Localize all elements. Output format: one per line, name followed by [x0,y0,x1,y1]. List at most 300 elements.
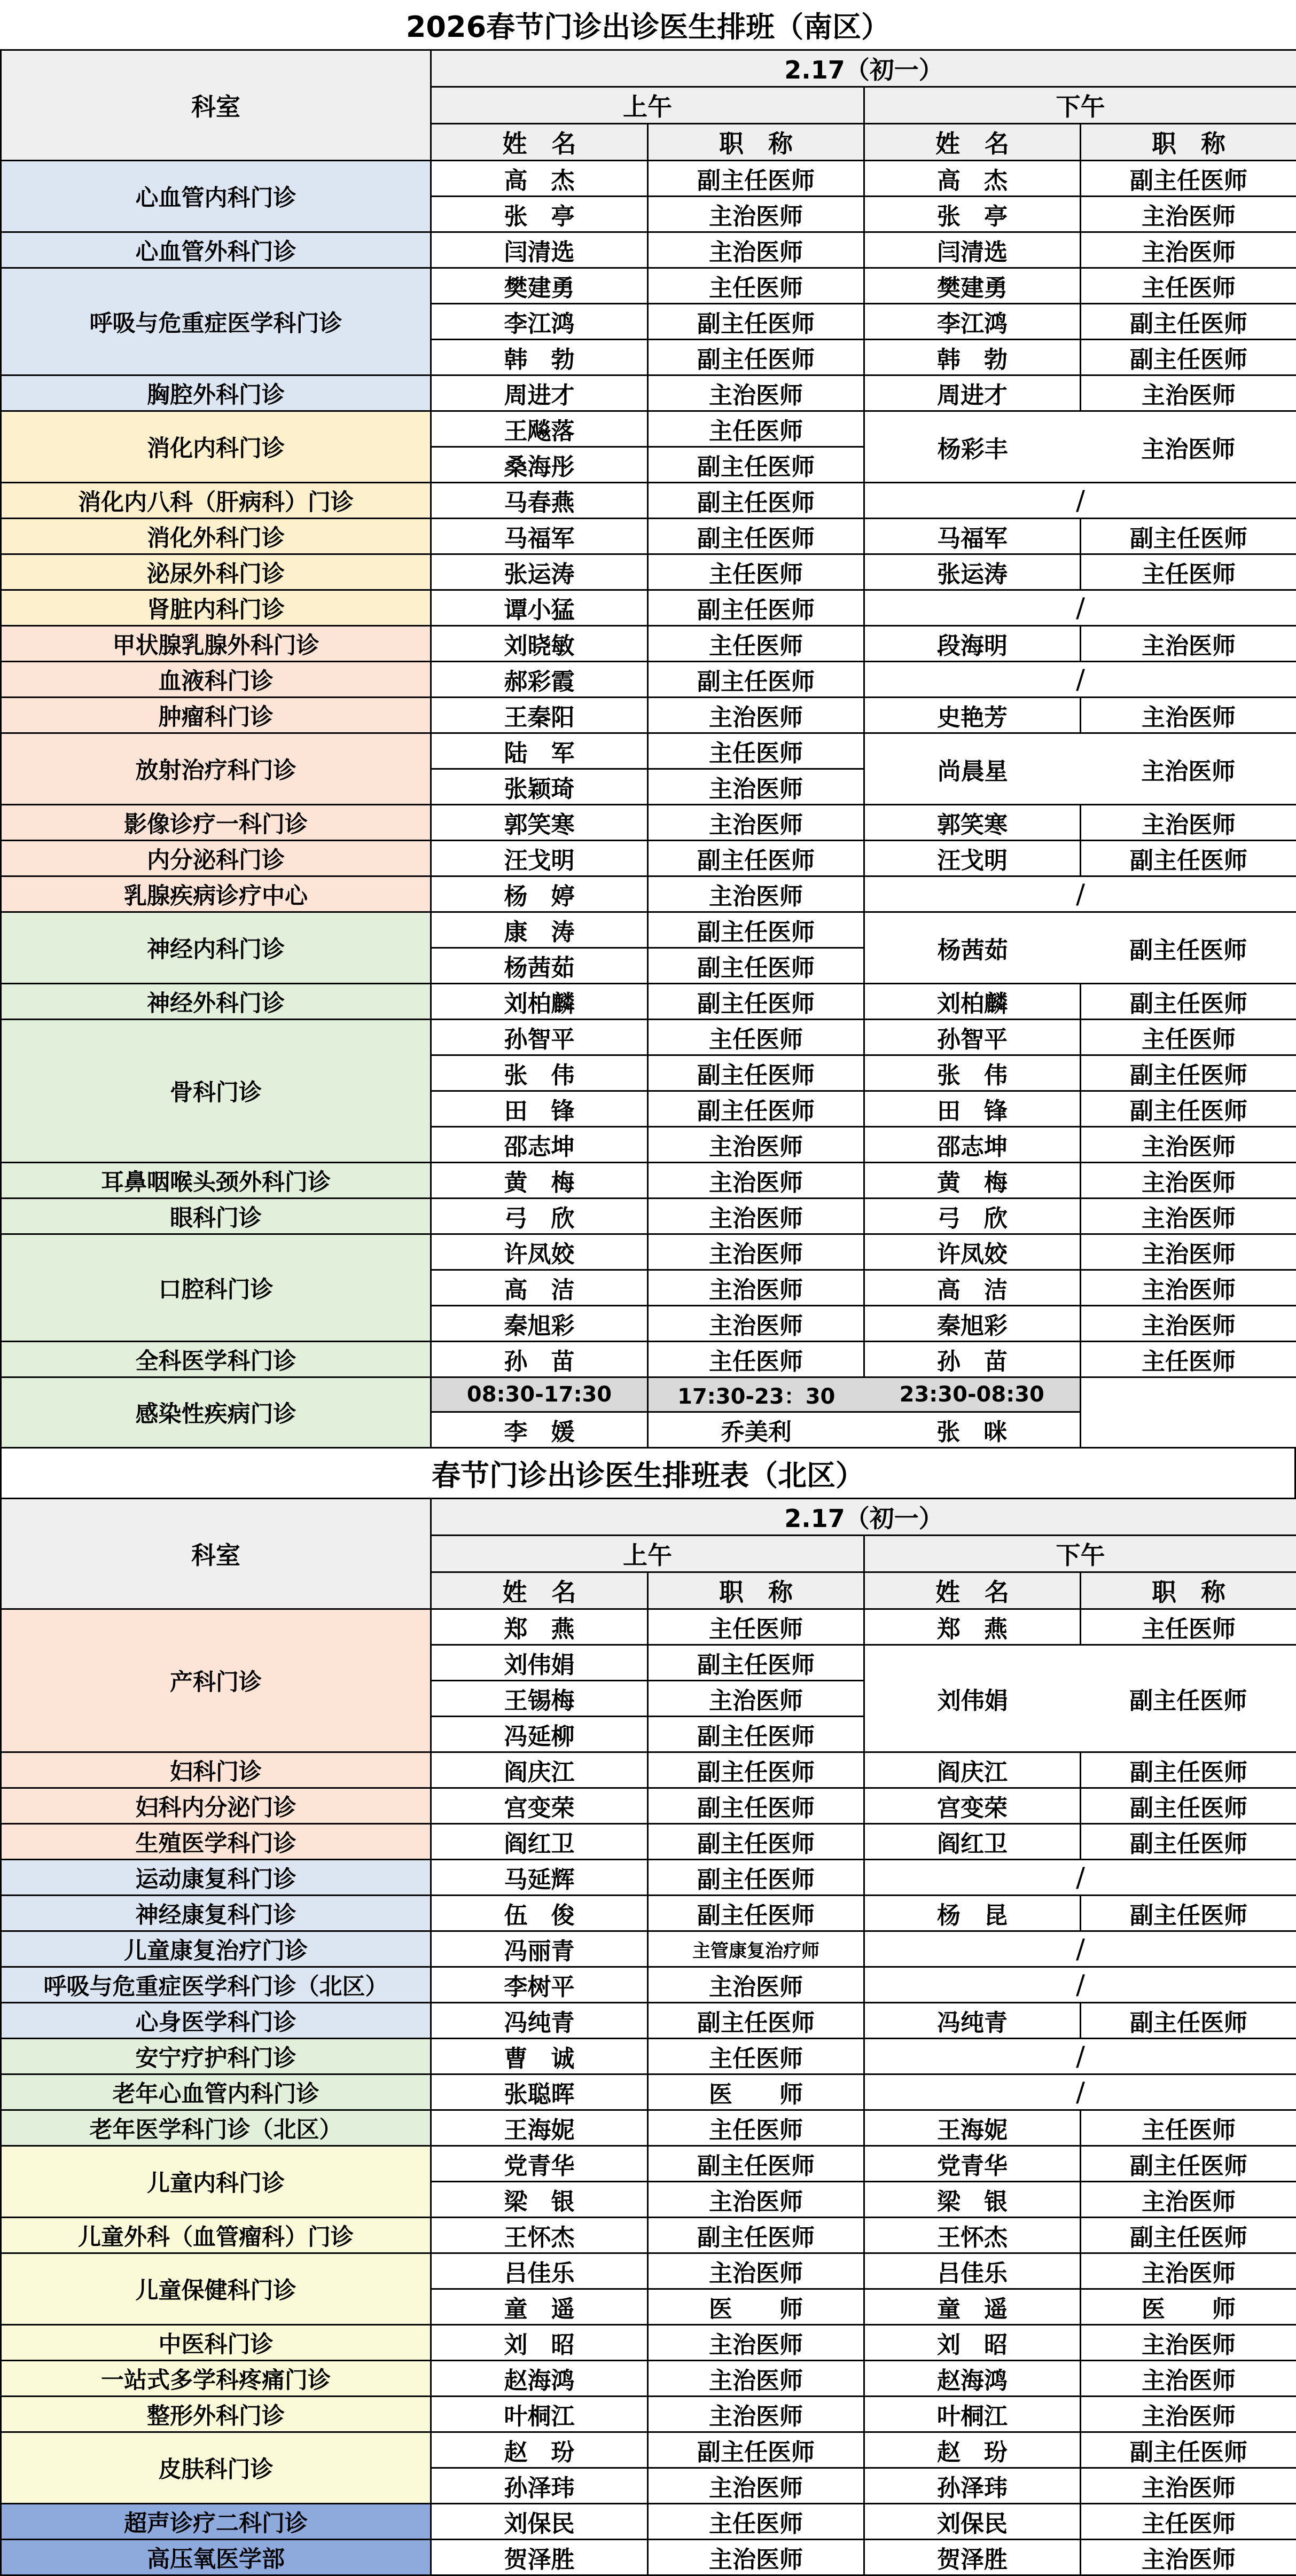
rank-cell: 主任医师 [648,1020,864,1055]
doctor-name-cell: 韩 勃 [864,340,1081,375]
dept-cell: 妇科门诊 [1,1752,431,1788]
pm-merged-cell [864,733,1296,805]
date-header: 2.17（初一） [431,1499,1296,1536]
dept-cell: 神经内科门诊 [1,912,431,984]
doctor-name-cell: 郑 燕 [864,1609,1081,1645]
doctor-name-cell: 史艳芳 [864,698,1081,733]
south-schedule-table [0,49,1296,1448]
doctor-name-cell: 冯纯青 [431,2003,648,2039]
rank-cell: 主治医师 [648,375,864,411]
rank-cell: 主治医师 [1081,626,1296,662]
doctor-name-cell: 黄 梅 [864,1163,1081,1199]
slash-cell: / [864,1967,1296,2003]
doctor-name-cell: 杨茜茹 [431,948,648,984]
rank-cell: 主治医师 [648,805,864,841]
rank-cell: 主任医师 [1081,1342,1296,1377]
rank-cell: 副主任医师 [1081,1896,1296,1931]
rank-cell: 主任医师 [648,1342,864,1377]
doctor-name-cell: 张颖琦 [431,769,648,805]
doctor-name-cell: 康 涛 [431,912,648,948]
dept-cell: 儿童保健科门诊 [1,2253,431,2325]
rank-cell: 主治医师 [648,2540,864,2575]
rank-cell: 主治医师 [1081,197,1296,232]
rank-cell: 主治医师 [648,2253,864,2289]
doctor-name-cell: 阎红卫 [864,1824,1081,1860]
rank-cell: 副主任医师 [1081,984,1296,1020]
doctor-name-cell: 孙智平 [431,1020,648,1055]
rank-cell: 副主任医师 [1081,304,1296,340]
dept-cell: 神经康复科门诊 [1,1896,431,1931]
doctor-name-cell: 张运涛 [864,554,1081,590]
rank-cell: 副主任医师 [1081,1824,1296,1860]
doctor-name-cell: 张聪晖 [431,2074,648,2110]
rank-cell: 主治医师 [1081,1163,1296,1199]
doctor-name-cell: 赵 玢 [431,2432,648,2468]
rank-cell: 主治医师 [1081,2253,1296,2289]
doctor-name-cell: 梁 银 [864,2182,1081,2218]
rank-cell: 主任医师 [648,268,864,304]
doctor-name-cell: 宫变荣 [431,1788,648,1824]
rank-cell: 副主任医师 [648,662,864,698]
dept-cell: 口腔科门诊 [1,1234,431,1342]
doctor-name-cell: 孙泽玮 [431,2468,648,2504]
dept-cell: 心血管内科门诊 [1,161,431,232]
doctor-name-cell: 段海明 [864,626,1081,662]
rank-label: 主治医师 [1081,752,1296,786]
doctor-name-cell: 党青华 [431,2146,648,2182]
slash-cell: / [864,2039,1296,2074]
rank-cell: 主治医师 [1081,2397,1296,2432]
dept-cell: 影像诊疗一科门诊 [1,805,431,841]
pm-header: 下午 [864,1536,1296,1572]
doctor-name-cell: 张 亭 [431,197,648,232]
rank-cell: 主治医师 [1081,2468,1296,2504]
doctor-name-cell: 刘保民 [864,2504,1081,2540]
dept-cell: 皮肤科门诊 [1,2432,431,2504]
doctor-name-cell: 高 洁 [431,1270,648,1306]
doctor-name-cell: 张 咪 [864,1412,1081,1448]
doctor-name-cell: 马延辉 [431,1860,648,1896]
am-name-header: 姓 名 [431,124,648,161]
doctor-name-cell: 冯纯青 [864,2003,1081,2039]
rank-cell: 主治医师 [648,232,864,268]
doctor-name-cell: 马福军 [864,519,1081,554]
doctor-name-cell: 吕佳乐 [431,2253,648,2289]
doctor-name-cell: 孙 苗 [431,1342,648,1377]
rank-cell: 副主任医师 [1081,841,1296,876]
rank-label: 副主任医师 [1081,931,1296,965]
doctor-name-cell: 高 杰 [864,161,1081,197]
rank-cell: 主任医师 [648,2504,864,2540]
rank-cell: 主治医师 [1081,2361,1296,2397]
doctor-name-cell: 伍 俊 [431,1896,648,1931]
doctor-name-cell: 汪戈明 [431,841,648,876]
doctor-name-cell: 秦旭彩 [864,1306,1081,1342]
dept-column-header: 科室 [1,50,431,161]
doctor-name-cell: 桑海彤 [431,447,648,483]
rank-cell: 副主任医师 [648,1055,864,1091]
dept-cell: 肿瘤科门诊 [1,698,431,733]
doctor-name-cell: 张 伟 [864,1055,1081,1091]
doctor-name-cell: 王怀杰 [864,2218,1081,2253]
dept-cell: 妇科内分泌门诊 [1,1788,431,1824]
doctor-name-cell: 郭笑寒 [864,805,1081,841]
doctor-name-cell: 刘保民 [431,2504,648,2540]
doctor-name-cell: 郑 燕 [431,1609,648,1645]
pm-merged-cell [864,411,1296,483]
dept-cell: 高压氧医学部 [1,2540,431,2575]
doctor-name-cell: 曹 诚 [431,2039,648,2074]
dept-column-header: 科室 [1,1499,431,1609]
dept-cell: 消化内科门诊 [1,411,431,483]
doctor-name-cell: 马福军 [431,519,648,554]
rank-cell: 主治医师 [648,2468,864,2504]
doctor-name-cell: 梁 银 [431,2182,648,2218]
rank-cell: 副主任医师 [648,1860,864,1896]
rank-cell: 主治医师 [648,1127,864,1163]
dept-cell: 胸腔外科门诊 [1,375,431,411]
rank-cell: 副主任医师 [648,984,864,1020]
time-slot-cell: 17:30-23：30 [648,1377,864,1412]
rank-cell: 副主任医师 [648,1717,864,1752]
rank-cell: 副主任医师 [648,1645,864,1681]
rank-cell: 副主任医师 [648,2218,864,2253]
rank-cell: 主治医师 [648,2361,864,2397]
north-schedule-table [0,1498,1296,2576]
doctor-name-cell: 李树平 [431,1967,648,2003]
doctor-name-cell: 王海妮 [864,2110,1081,2146]
rank-cell: 主治医师 [1081,698,1296,733]
rank-cell: 主任医师 [1081,554,1296,590]
rank-cell: 副主任医师 [1081,1788,1296,1824]
doctor-name-cell: 赵海鸿 [864,2361,1081,2397]
dept-cell: 生殖医学科门诊 [1,1824,431,1860]
doctor-name-cell: 刘伟娟 [431,1645,648,1681]
doctor-name-cell: 韩 勃 [431,340,648,375]
doctor-name-cell: 高 杰 [431,161,648,197]
rank-cell: 副主任医师 [1081,2218,1296,2253]
rank-cell: 副主任医师 [648,1824,864,1860]
doctor-name-cell: 冯丽青 [431,1931,648,1967]
dept-cell: 老年医学科门诊（北区） [1,2110,431,2146]
doctor-name: 杨彩丰 [865,430,1081,464]
rank-cell: 主治医师 [1081,375,1296,411]
dept-cell: 感染性疾病门诊 [1,1377,431,1448]
dept-cell: 中医科门诊 [1,2325,431,2361]
rank-cell: 副主任医师 [648,304,864,340]
rank-cell: 主治医师 [648,769,864,805]
doctor-name-cell: 冯延柳 [431,1717,648,1752]
dept-cell: 超声诊疗二科门诊 [1,2504,431,2540]
dept-cell: 产科门诊 [1,1609,431,1752]
doctor-name-cell: 邵志坤 [431,1127,648,1163]
doctor-name: 杨茜茹 [865,931,1081,965]
pm-merged-cell [864,1645,1296,1752]
doctor-name-cell: 汪戈明 [864,841,1081,876]
rank-cell: 主治医师 [1081,1306,1296,1342]
south-table-title: 2026春节门诊出诊医生排班（南区） [0,0,1296,49]
rank-cell: 主治医师 [648,2182,864,2218]
doctor-name-cell: 阎红卫 [431,1824,648,1860]
doctor-name-cell: 张运涛 [431,554,648,590]
pm-header: 下午 [864,87,1296,124]
doctor-name-cell: 赵海鸿 [431,2361,648,2397]
rank-cell: 主任医师 [1081,268,1296,304]
dept-cell: 骨科门诊 [1,1020,431,1163]
am-header: 上午 [431,1536,864,1572]
dept-cell: 运动康复科门诊 [1,1860,431,1896]
rank-cell: 主任医师 [648,2110,864,2146]
time-slot-cell: 23:30-08:30 [864,1377,1081,1412]
rank-cell: 主治医师 [648,698,864,733]
doctor-name-cell: 刘 昭 [431,2325,648,2361]
north-table-header [1,1499,1296,1609]
doctor-name-cell: 陆 军 [431,733,648,769]
rank-cell: 副主任医师 [1081,161,1296,197]
rank-cell: 主管康复治疗师 [648,1931,864,1967]
doctor-name-cell: 弓 欣 [864,1199,1081,1234]
doctor-name-cell: 高 洁 [864,1270,1081,1306]
rank-cell: 副主任医师 [648,1788,864,1824]
dept-cell: 甲状腺乳腺外科门诊 [1,626,431,662]
dept-cell: 消化内八科（肝病科）门诊 [1,483,431,519]
doctor-name-cell: 田 锋 [864,1091,1081,1127]
rank-cell: 主治医师 [648,1163,864,1199]
doctor-name-cell: 王锡梅 [431,1681,648,1717]
doctor-name: 刘伟娟 [865,1681,1081,1716]
doctor-name-cell: 邵志坤 [864,1127,1081,1163]
rank-cell: 副主任医师 [648,483,864,519]
doctor-name-cell: 王秦阳 [431,698,648,733]
doctor-name-cell: 李 媛 [431,1412,648,1448]
rank-cell: 主治医师 [648,1681,864,1717]
doctor-name-cell: 李江鸿 [864,304,1081,340]
rank-cell: 副主任医师 [648,2146,864,2182]
am-rank-header: 职 称 [648,1572,864,1609]
rank-cell: 主任医师 [1081,1609,1296,1645]
rank-cell: 副主任医师 [1081,519,1296,554]
dept-cell: 儿童康复治疗门诊 [1,1931,431,1967]
rank-cell: 医 师 [648,2289,864,2325]
rank-cell: 副主任医师 [648,340,864,375]
north-table-body [1,1609,1296,2575]
doctor-name-cell: 贺泽胜 [431,2540,648,2575]
rank-cell: 主治医师 [648,1967,864,2003]
rank-cell: 副主任医师 [648,1752,864,1788]
dept-cell: 耳鼻咽喉头颈外科门诊 [1,1163,431,1199]
doctor-name-cell: 许凤姣 [431,1234,648,1270]
slash-cell: / [864,590,1296,626]
rank-cell: 主治医师 [1081,1199,1296,1234]
dept-cell: 心身医学科门诊 [1,2003,431,2039]
dept-cell: 消化外科门诊 [1,519,431,554]
dept-cell: 呼吸与危重症医学科门诊（北区） [1,1967,431,2003]
doctor-name-cell: 弓 欣 [431,1199,648,1234]
rank-cell: 主任医师 [1081,2110,1296,2146]
slash-cell: / [864,876,1296,912]
rank-cell: 主任医师 [648,554,864,590]
rank-cell: 副主任医师 [1081,2432,1296,2468]
rank-cell: 主治医师 [1081,2182,1296,2218]
rank-cell: 副主任医师 [1081,2146,1296,2182]
doctor-name-cell: 闫清选 [431,232,648,268]
rank-cell: 副主任医师 [648,161,864,197]
doctor-name-cell: 刘柏麟 [431,984,648,1020]
pm-rank-header: 职 称 [1081,124,1296,161]
doctor-name-cell: 孙泽玮 [864,2468,1081,2504]
rank-cell: 主任医师 [648,1609,864,1645]
doctor-name-cell: 杨 婷 [431,876,648,912]
rank-cell: 副主任医师 [648,841,864,876]
doctor-name-cell: 闫清选 [864,232,1081,268]
doctor-name-cell: 吕佳乐 [864,2253,1081,2289]
rank-cell: 副主任医师 [648,1896,864,1931]
rank-cell: 主治医师 [648,1234,864,1270]
rank-cell: 主任医师 [1081,1020,1296,1055]
dept-cell: 血液科门诊 [1,662,431,698]
am-header: 上午 [431,87,864,124]
doctor-name-cell: 张 亭 [864,197,1081,232]
slash-cell: / [864,1931,1296,1967]
doctor-name-cell: 阎庆江 [431,1752,648,1788]
dept-cell: 老年心血管内科门诊 [1,2074,431,2110]
rank-cell: 主任医师 [648,2039,864,2074]
doctor-name-cell: 刘晓敏 [431,626,648,662]
doctor-name-cell: 王飚落 [431,411,648,447]
dept-cell: 整形外科门诊 [1,2397,431,2432]
south-table-body [1,161,1296,1448]
rank-cell: 副主任医师 [648,2432,864,2468]
doctor-name-cell: 许凤姣 [864,1234,1081,1270]
doctor-name-cell: 童 遥 [431,2289,648,2325]
doctor-name-cell: 秦旭彩 [431,1306,648,1342]
doctor-name-cell: 郭笑寒 [431,805,648,841]
doctor-name-cell: 阎庆江 [864,1752,1081,1788]
rank-cell: 主治医师 [648,876,864,912]
rank-label: 副主任医师 [1081,1681,1296,1716]
doctor-name-cell: 谭小猛 [431,590,648,626]
rank-cell: 主任医师 [648,626,864,662]
rank-cell: 主治医师 [1081,805,1296,841]
rank-cell: 主治医师 [1081,2325,1296,2361]
rank-cell: 副主任医师 [1081,1091,1296,1127]
doctor-name-cell: 刘 昭 [864,2325,1081,2361]
rank-cell: 主治医师 [648,2325,864,2361]
rank-cell: 副主任医师 [1081,1055,1296,1091]
rank-cell: 副主任医师 [1081,1752,1296,1788]
rank-cell: 副主任医师 [1081,2003,1296,2039]
rank-cell: 主任医师 [648,411,864,447]
rank-cell: 主治医师 [648,197,864,232]
rank-cell: 医 师 [648,2074,864,2110]
dept-cell: 泌尿外科门诊 [1,554,431,590]
rank-cell: 主治医师 [648,2397,864,2432]
dept-cell: 全科医学科门诊 [1,1342,431,1377]
rank-label: 主治医师 [1081,430,1296,464]
rank-cell: 副主任医师 [648,590,864,626]
south-table-header [1,50,1296,161]
doctor-name-cell: 周进才 [431,375,648,411]
rank-cell: 主任医师 [648,733,864,769]
doctor-name-cell: 马春燕 [431,483,648,519]
dept-cell: 儿童内科门诊 [1,2146,431,2218]
doctor-name-cell: 田 锋 [431,1091,648,1127]
rank-cell: 副主任医师 [648,447,864,483]
dept-cell: 儿童外科（血管瘤科）门诊 [1,2218,431,2253]
rank-cell: 主治医师 [648,1199,864,1234]
doctor-name-cell: 贺泽胜 [864,2540,1081,2575]
doctor-name-cell: 樊建勇 [431,268,648,304]
doctor-name-cell: 刘柏麟 [864,984,1081,1020]
dept-cell: 神经外科门诊 [1,984,431,1020]
slash-cell: / [864,662,1296,698]
doctor-name-cell: 张 伟 [431,1055,648,1091]
time-slot-cell: 08:30-17:30 [431,1377,648,1412]
slash-cell: / [864,2074,1296,2110]
rank-cell: 副主任医师 [648,912,864,948]
dept-cell: 安宁疗护科门诊 [1,2039,431,2074]
slash-cell: / [864,483,1296,519]
dept-cell: 肾脏内科门诊 [1,590,431,626]
rank-cell: 主治医师 [648,1306,864,1342]
rank-cell: 主治医师 [1081,1270,1296,1306]
rank-cell: 主治医师 [648,1270,864,1306]
dept-cell: 内分泌科门诊 [1,841,431,876]
dept-cell: 眼科门诊 [1,1199,431,1234]
doctor-name-cell: 樊建勇 [864,268,1081,304]
doctor-name: 尚晨星 [865,752,1081,786]
doctor-name-cell: 乔美利 [648,1412,864,1448]
rank-cell: 副主任医师 [648,519,864,554]
doctor-name-cell: 郝彩霞 [431,662,648,698]
rank-cell: 医 师 [1081,2289,1296,2325]
rank-cell: 主任医师 [1081,2504,1296,2540]
rank-cell: 主治医师 [1081,2540,1296,2575]
rank-cell: 副主任医师 [648,1091,864,1127]
doctor-name-cell: 叶桐江 [431,2397,648,2432]
dept-cell: 一站式多学科疼痛门诊 [1,2361,431,2397]
rank-cell: 副主任医师 [648,948,864,984]
am-name-header: 姓 名 [431,1572,648,1609]
dept-cell: 心血管外科门诊 [1,232,431,268]
am-rank-header: 职 称 [648,124,864,161]
doctor-name-cell: 李江鸿 [431,304,648,340]
doctor-name-cell: 党青华 [864,2146,1081,2182]
doctor-name-cell: 孙 苗 [864,1342,1081,1377]
doctor-name-cell: 童 遥 [864,2289,1081,2325]
doctor-name-cell: 孙智平 [864,1020,1081,1055]
pm-rank-header: 职 称 [1081,1572,1296,1609]
date-header: 2.17（初一） [431,50,1296,87]
rank-cell: 副主任医师 [648,2003,864,2039]
doctor-name-cell: 王怀杰 [431,2218,648,2253]
pm-name-header: 姓 名 [864,124,1081,161]
doctor-name-cell: 赵 玢 [864,2432,1081,2468]
doctor-name-cell: 王海妮 [431,2110,648,2146]
doctor-name-cell: 周进才 [864,375,1081,411]
rank-cell: 副主任医师 [1081,340,1296,375]
pm-merged-cell [864,912,1296,984]
dept-cell: 乳腺疾病诊疗中心 [1,876,431,912]
doctor-name-cell: 叶桐江 [864,2397,1081,2432]
pm-name-header: 姓 名 [864,1572,1081,1609]
doctor-name-cell: 杨 昆 [864,1896,1081,1931]
doctor-name-cell: 黄 梅 [431,1163,648,1199]
rank-cell: 主治医师 [1081,232,1296,268]
slash-cell: / [864,1860,1296,1896]
dept-cell: 放射治疗科门诊 [1,733,431,805]
rank-cell: 主治医师 [1081,1234,1296,1270]
